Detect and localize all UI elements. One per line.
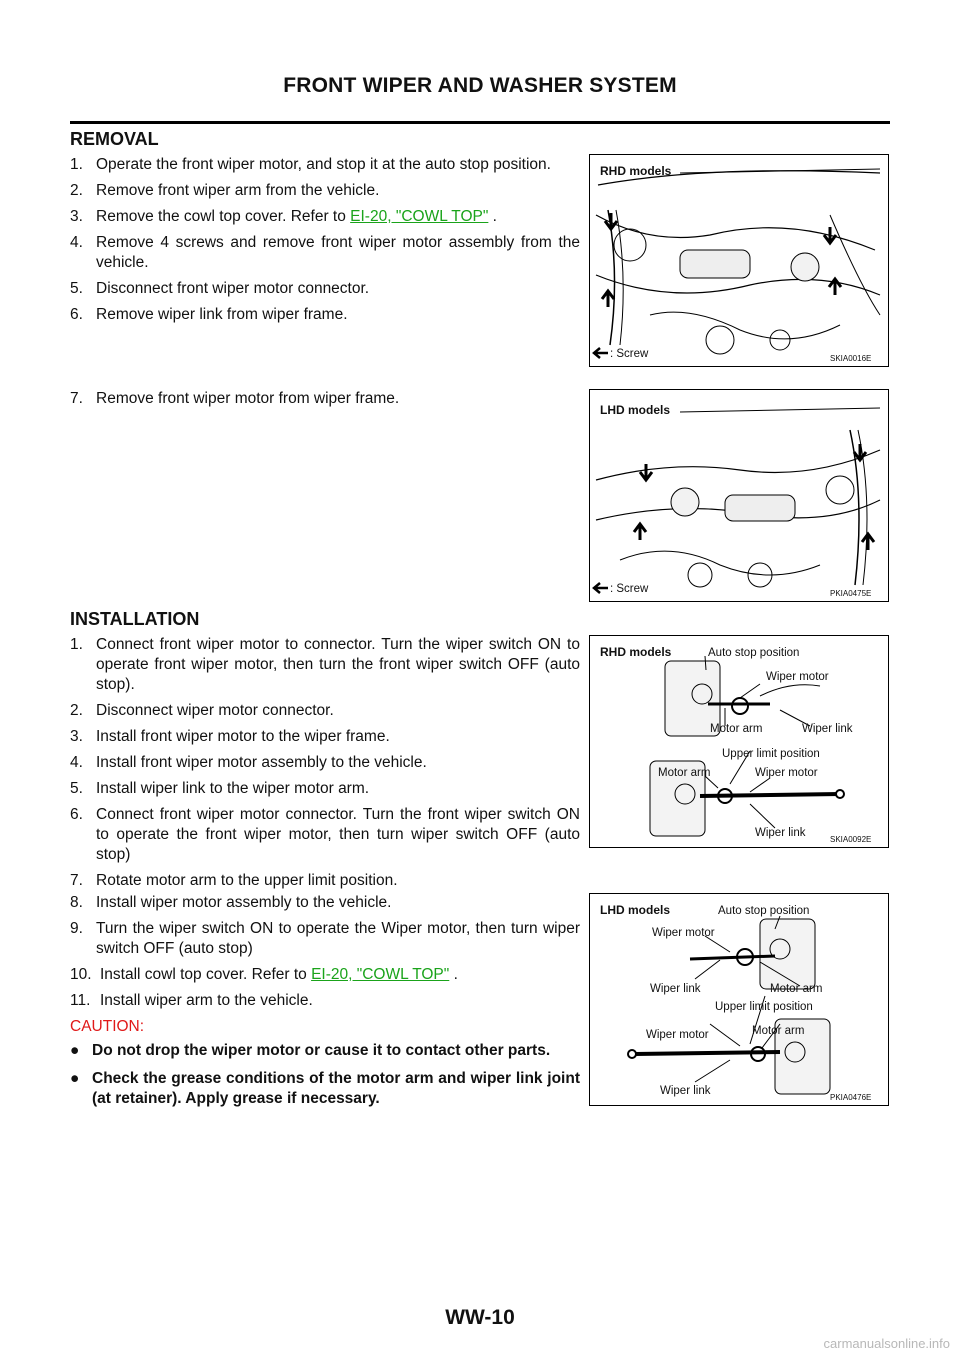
- screw-arrow-icon: [634, 524, 646, 540]
- removal-step: 2. Remove front wiper arm from the vehicle.: [70, 182, 380, 199]
- page-title: FRONT WIPER AND WASHER SYSTEM: [283, 74, 677, 97]
- screw-arrow-icon: [640, 464, 652, 480]
- legend-arrow-icon: [594, 348, 608, 358]
- figure-rhd-screws: [589, 154, 889, 367]
- svg-text:Auto stop position: Auto stop position: [708, 647, 800, 659]
- svg-text:LHD models: LHD models: [600, 403, 671, 417]
- svg-text:: Screw: : Screw: [610, 583, 649, 595]
- installation-step: 4. Install front wiper motor assembly to the vehicle.: [70, 754, 427, 771]
- removal-step: 1. Operate the front wiper motor, and stop it at the auto stop position.: [70, 156, 551, 173]
- svg-text:Wiper motor: Wiper motor: [652, 927, 715, 939]
- legend-arrow-icon: [594, 583, 608, 593]
- svg-text:Auto stop position: Auto stop position: [718, 905, 810, 917]
- svg-text:Wiper link: Wiper link: [660, 1085, 711, 1097]
- screw-arrow-icon: [862, 534, 874, 550]
- svg-text:Motor arm: Motor arm: [710, 723, 763, 735]
- installation-step: 1. Connect front wiper motor to connector. Turn the wiper switch ON to operate front wiper motor, then turn the front wiper switch OFF (auto stop).: [70, 636, 580, 693]
- svg-text:Upper limit position: Upper limit position: [722, 748, 820, 760]
- svg-text:Wiper link: Wiper link: [755, 827, 806, 839]
- caution-item: ● Do not drop the wiper motor or cause it to contact other parts.: [70, 1042, 551, 1059]
- installation-steps-list-2: [70, 893, 580, 1117]
- installation-step: 9. Turn the wiper switch ON to operate the Wiper motor, then turn wiper switch OFF (auto stop): [70, 920, 580, 957]
- svg-text:Upper limit position: Upper limit position: [715, 1001, 813, 1013]
- figure-lhd-positions: [589, 893, 889, 1106]
- svg-text:Motor arm: Motor arm: [770, 983, 823, 995]
- svg-text:SKIA0016E: SKIA0016E: [830, 354, 872, 363]
- svg-text:: Screw: : Screw: [610, 348, 649, 360]
- svg-text:PKIA0475E: PKIA0475E: [830, 589, 872, 598]
- caution-label: CAUTION:: [70, 1018, 145, 1035]
- svg-text:RHD models: RHD models: [600, 645, 672, 659]
- svg-text:RHD models: RHD models: [600, 164, 672, 178]
- screw-arrow-icon: [824, 227, 836, 243]
- cowl-top-link[interactable]: EI-20, "COWL TOP": [350, 208, 489, 225]
- screw-arrow-icon: [602, 291, 614, 307]
- figure-lhd-screws: [589, 389, 889, 602]
- installation-step: 2. Disconnect wiper motor connector.: [70, 702, 334, 719]
- installation-steps-list: [70, 635, 580, 897]
- lhd-screws-illustration: [590, 390, 888, 601]
- screw-arrow-icon: [854, 444, 866, 460]
- svg-text:Motor arm: Motor arm: [752, 1025, 805, 1037]
- removal-steps-list: [70, 155, 580, 331]
- svg-text:Wiper motor: Wiper motor: [766, 671, 829, 683]
- removal-step: 4. Remove 4 screws and remove front wiper motor assembly from the vehicle.: [70, 234, 580, 271]
- removal-step: 7. Remove front wiper motor from wiper frame.: [70, 390, 400, 407]
- removal-steps-list-2: [70, 389, 580, 415]
- cowl-top-link[interactable]: EI-20, "COWL TOP": [311, 966, 450, 983]
- lhd-positions-illustration: [590, 894, 888, 1105]
- title-rule: [70, 121, 890, 124]
- removal-step: 6. Remove wiper link from wiper frame.: [70, 306, 348, 323]
- svg-text:Wiper link: Wiper link: [650, 983, 701, 995]
- figure-rhd-positions: [589, 635, 889, 848]
- screw-arrow-icon: [605, 213, 617, 229]
- installation-step: 7. Rotate motor arm to the upper limit position.: [70, 872, 398, 889]
- installation-step: 11. Install wiper arm to the vehicle.: [70, 992, 313, 1009]
- bullet-icon: ●: [70, 1070, 80, 1087]
- svg-text:PKIA0476E: PKIA0476E: [830, 1093, 872, 1102]
- svg-text:Wiper link: Wiper link: [802, 723, 853, 735]
- installation-step: 5. Install wiper link to the wiper motor arm.: [70, 780, 370, 797]
- svg-text:Wiper motor: Wiper motor: [646, 1029, 709, 1041]
- installation-heading: INSTALLATION: [70, 609, 200, 629]
- svg-text:SKIA0092E: SKIA0092E: [830, 835, 872, 844]
- installation-step: 8. Install wiper motor assembly to the vehicle.: [70, 894, 392, 911]
- page-number: WW-10: [445, 1306, 515, 1329]
- svg-text:LHD models: LHD models: [600, 903, 671, 917]
- removal-step: 5. Disconnect front wiper motor connector.: [70, 280, 370, 297]
- installation-step: 3. Install front wiper motor to the wiper frame.: [70, 728, 390, 745]
- caution-item: ● Check the grease conditions of the motor arm and wiper link joint (at retainer). Apply grease if necessary.: [70, 1070, 580, 1107]
- rhd-positions-illustration: [590, 636, 888, 847]
- svg-text:Motor arm: Motor arm: [658, 767, 711, 779]
- rhd-screws-illustration: [590, 155, 888, 366]
- removal-heading: REMOVAL: [70, 129, 159, 149]
- svg-text:Wiper motor: Wiper motor: [755, 767, 818, 779]
- bullet-icon: ●: [70, 1042, 80, 1059]
- installation-step: 6. Connect front wiper motor connector. Turn the front wiper switch ON to operate the front wiper motor, then turn wiper switch OFF (auto stop): [70, 806, 580, 863]
- removal-step: 3. Remove the cowl top cover. Refer to EI-20, "COWL TOP" .: [70, 208, 497, 225]
- watermark: carmanualsonline.info: [823, 1336, 950, 1351]
- installation-step: 10. Install cowl top cover. Refer to EI-20, "COWL TOP" .: [70, 966, 458, 983]
